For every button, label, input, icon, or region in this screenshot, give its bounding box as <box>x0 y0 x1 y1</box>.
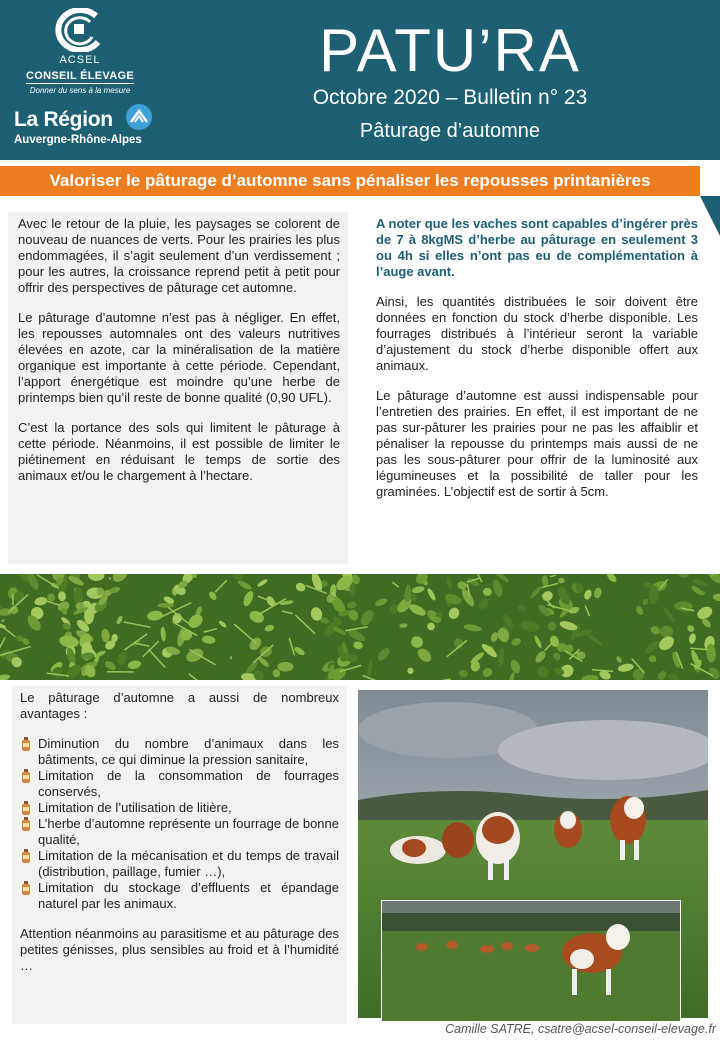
advantages-intro: Le pâturage d’automne a aussi de nombreux avantages : <box>20 690 339 721</box>
bottle-bullet-icon <box>20 769 32 783</box>
list-item-text: Limitation de la mécanisation et du temps de travail (distribution, paillage, fumier …), <box>38 848 339 879</box>
acsel-tagline: Donner du sens à la mesure <box>29 86 131 95</box>
list-item <box>20 848 339 880</box>
left-text-column <box>8 212 348 564</box>
region-name: La Région <box>14 108 113 131</box>
headline-text: Valoriser le pâturage d’automne sans pénaliser les repousses printanières <box>49 171 651 190</box>
advantages-panel <box>12 686 347 1024</box>
author-credit: Camille SATRE, csatre@acsel-conseil-elevage.fr <box>445 1022 716 1036</box>
bottle-bullet-icon <box>20 737 32 751</box>
bottle-bullet-icon <box>20 817 32 831</box>
bottle-bullet-icon <box>20 801 32 815</box>
acsel-emblem-icon <box>52 8 108 52</box>
bulletin-info: Octobre 2020 – Bulletin n° 23 <box>312 86 588 109</box>
paragraph: Le pâturage d’automne n’est pas à négliger. En effet, les repousses automnales ont des valeurs nutritives élevées en azote, car la minéralisation de la matière organique est importante à cette période. Cependant, l’apport énergétique est moindre qu’une herbe de printemps bien qu’il reste de bonne qualité (0,90 UFL). <box>18 310 340 405</box>
page-title: PATU’RA <box>319 17 581 84</box>
paragraph: Avec le retour de la pluie, les paysages se colorent de nouveau de nuances de verts. Pour les prairies les plus endommagées, il s’agit seulement d’un verdissement ; pour les autres, la croissance reprend petit à petit pour offrir des perspectives de pâturage cet automne. <box>18 216 340 295</box>
acsel-subtitle: CONSEIL ÉLEVAGE <box>25 70 134 82</box>
region-mountain-icon <box>126 104 152 130</box>
advantages-list <box>20 736 339 912</box>
list-item-text: Limitation de la consommation de fourrages conservés, <box>38 768 339 799</box>
grass-photo <box>0 574 720 680</box>
bottle-bullet-icon <box>20 881 32 895</box>
cows-field-photo <box>381 900 681 1022</box>
right-text-column <box>360 212 705 564</box>
paragraph: Ainsi, les quantités distribuées le soir doivent être données en fonction du stock d’herbe disponible. Les fourrages distribués à l’intérieur seront la variable d’ajustement du stock d’herbe disponible offert aux animaux. <box>376 294 698 373</box>
bottle-bullet-icon <box>20 849 32 863</box>
list-item-text: L’herbe d’automne représente un fourrage de bonne qualité, <box>38 816 339 847</box>
highlight-note: A noter que les vaches sont capables d’ingérer près de 7 à 8kgMS d’herbe au pâturage en seulement 3 ou 4h si elles n’ont pas eu de complémentation à l’auge avant. <box>376 216 698 279</box>
paragraph: Le pâturage d’automne est aussi indispensable pour l’entretien des prairies. En effet, il est important de ne pas sur-pâturer les prairies pour ne pas les affaiblir et pénaliser la repousse du printemps mais aussi de ne pas les sous-pâturer pour offrir de la luminosité aux légumineuses et la possibilité de taller pour les graminées. L’objectif est de sortir à 5cm. <box>376 388 698 499</box>
list-item <box>20 880 339 912</box>
list-item-text: Diminution du nombre d’animaux dans les bâtiments, ce qui diminue la pression sanitaire, <box>38 736 339 767</box>
acsel-logo <box>18 8 142 98</box>
acsel-name: ACSEL <box>59 54 101 66</box>
region-subtitle: Auvergne-Rhône-Alpes <box>14 134 142 146</box>
list-item-text: Limitation de l’utilisation de litière, <box>38 800 232 815</box>
header <box>0 0 720 160</box>
list-item <box>20 816 339 848</box>
paragraph: C’est la portance des sols qui limitent le pâturage à cette période. Néanmoins, il est possible de limiter le piétinement en réduisant le temps de sortie des animaux et/ou le chargement à l’hectare. <box>18 420 340 483</box>
bulletin-subject: Pâturage d’automne <box>359 120 541 142</box>
list-item <box>20 800 339 816</box>
list-item <box>20 768 339 800</box>
headline-banner <box>0 166 700 196</box>
warning-text: Attention néanmoins au parasitisme et au pâturage des petites génisses, plus sensibles au froid et à l’humidité … <box>20 926 339 973</box>
list-item-text: Limitation du stockage d’effluents et épandage naturel par les animaux. <box>38 880 339 911</box>
cow <box>390 836 446 864</box>
region-logo <box>14 108 174 146</box>
list-item <box>20 736 339 768</box>
cow <box>442 822 474 858</box>
